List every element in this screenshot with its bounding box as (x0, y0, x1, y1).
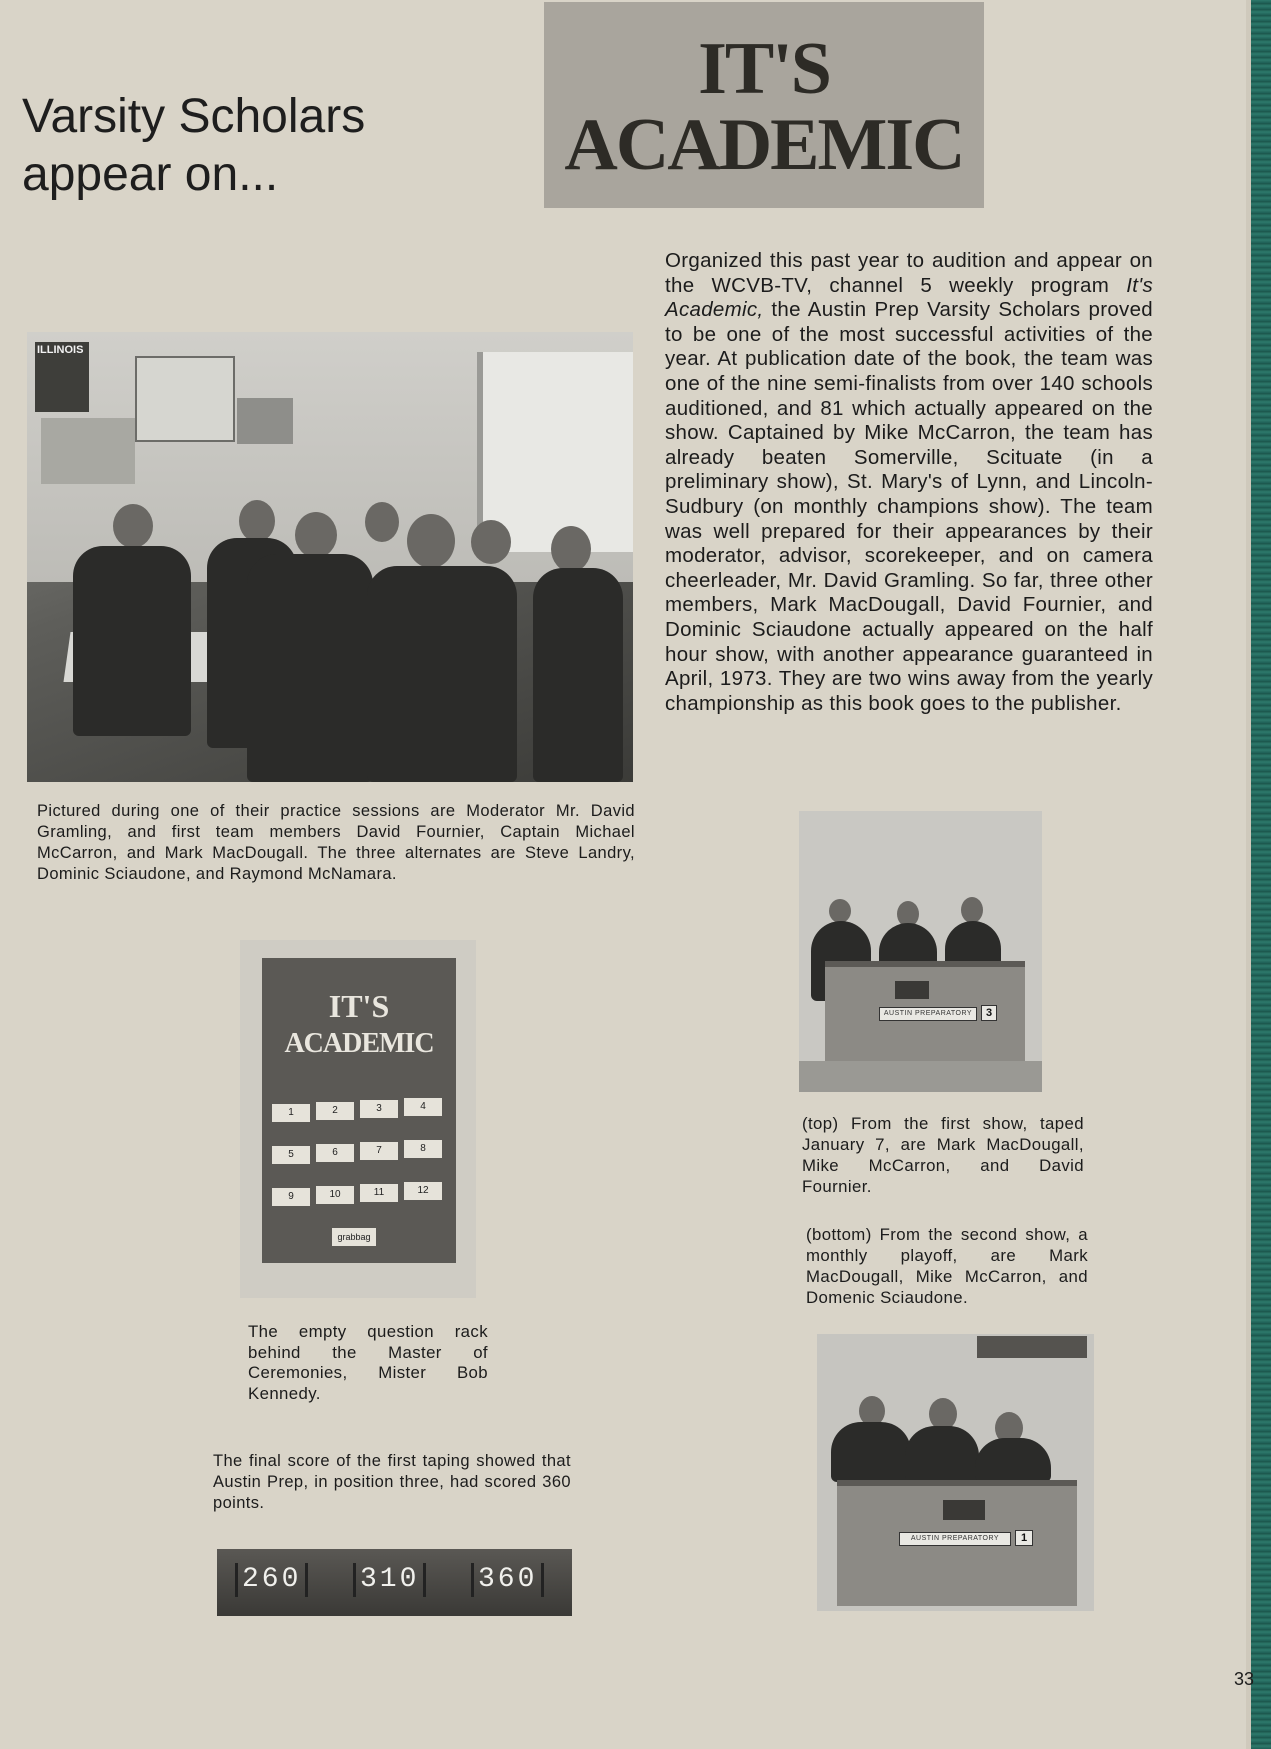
poster-label: ILLINOIS (37, 344, 84, 356)
rack-cell: 1 (272, 1104, 310, 1122)
score-display (895, 981, 929, 999)
us-map-poster (135, 356, 235, 442)
person-head (471, 520, 511, 564)
rack-cell: 3 (360, 1100, 398, 1118)
person (831, 1422, 911, 1482)
logo-line-1: IT'S (698, 28, 830, 110)
team-nameplate: AUSTIN PREPARATORY (899, 1532, 1011, 1546)
position-number: 3 (981, 1005, 997, 1021)
person (905, 1426, 979, 1482)
rack-cell: 12 (404, 1182, 442, 1200)
score-caption: The final score of the first taping showed that Austin Prep, in position three, had scored 360 points. (213, 1452, 571, 1512)
logo-line-2: ACADEMIC (564, 104, 964, 186)
its-academic-logo (544, 2, 984, 208)
person (533, 568, 623, 782)
rack-photo-caption: The empty question rack behind the Master of Ceremonies, Mister Bob Kennedy. (248, 1322, 488, 1403)
person-head (365, 502, 399, 542)
rack-cell: 2 (316, 1102, 354, 1120)
page-title (22, 88, 462, 204)
person (73, 546, 191, 736)
score-position-3: 360 (471, 1563, 544, 1597)
contestant-podium (825, 961, 1025, 1067)
map-poster-small (237, 398, 293, 444)
program-name: It's Academic, (665, 273, 1153, 322)
backdrop-lettering (977, 1336, 1087, 1358)
wall-poster (41, 418, 135, 484)
person-head (295, 512, 337, 558)
bottom-photo-caption: (bottom) From the second show, a monthly playoff, are Mark MacDougall, Mike McCarron, and Domenic Sciaudone. (806, 1225, 1088, 1307)
score-display (943, 1500, 985, 1520)
rack-cell: 10 (316, 1186, 354, 1204)
person-head (551, 526, 591, 572)
person-head (961, 897, 983, 923)
rack-logo-line-1: IT'S (328, 988, 390, 1024)
rack-cell: 7 (360, 1142, 398, 1160)
body-text-1: Organized this past year to audition and appear on the WCVB-TV, channel 5 weekly program (665, 249, 1153, 297)
title-line-1: Varsity Scholars (22, 90, 366, 143)
second-show-photo (817, 1334, 1094, 1611)
position-number: 1 (1015, 1530, 1033, 1546)
team-nameplate: AUSTIN PREPARATORY (879, 1007, 977, 1021)
score-position-1: 260 (235, 1563, 308, 1597)
person-head (113, 504, 153, 548)
rack-cell: 4 (404, 1098, 442, 1116)
question-rack-board (262, 958, 456, 1263)
rack-cell: 6 (316, 1144, 354, 1162)
rack-logo-line-2: ACADEMIC (284, 1028, 434, 1059)
person (367, 566, 517, 782)
contestant-podium (837, 1480, 1077, 1606)
rack-cell: 11 (360, 1184, 398, 1202)
first-show-photo (799, 811, 1042, 1092)
person-head (239, 500, 275, 542)
rack-cell: 8 (404, 1140, 442, 1158)
score-position-2: 310 (353, 1563, 426, 1597)
top-photo-caption: (top) From the first show, taped January 7, are Mark MacDougall, Mike McCarron, and David Fournier. (802, 1114, 1084, 1196)
person (975, 1438, 1051, 1482)
binding-edge (1251, 0, 1271, 1749)
scoreboard-photo (217, 1549, 572, 1616)
main-photo-caption: Pictured during one of their practice sessions are Moderator Mr. David Gramling, and first team members David Fournier, Captain Michael McCarron, and Mark MacDougall. The three alternates are Steve Landry, Dominic Sciaudone, and Raymond McNamara. (37, 802, 635, 883)
team-practice-photo (27, 332, 633, 782)
studio-floor (799, 1061, 1042, 1092)
person (247, 554, 373, 782)
person-head (407, 514, 455, 568)
grabbag-card: grabbag (332, 1228, 376, 1246)
title-line-2: appear on... (22, 148, 279, 201)
person-head (829, 899, 851, 923)
question-rack-photo (240, 940, 476, 1298)
rack-cell: 5 (272, 1146, 310, 1164)
rack-cell: 9 (272, 1188, 310, 1206)
article-body (665, 249, 1153, 716)
body-text-2: the Austin Prep Varsity Scholars proved to be one of the most successful activities of the year. At publication date of the book, the team was one of the nine semi-finalists from over 140 schools auditioned, and 81 which actually appeared on the show. Captained by Mike McCarron, the team has already beaten Somerville, Scituate (in a preliminary show), St. Mary's of Lynn, and Lincoln-Sudbury (on monthly champions show). The team was well prepared for their appearances by their moderator, advisor, scorekeeper, and on camera cheerleader, Mr. David Gramling. So far, three other members, Mark MacDougall, David Fournier, and Dominic Sciaudone actually appeared on the half hour show, with another appearance guaranteed in April, 1973. They are two wins away from the yearly championship as this book goes to the publisher. (665, 298, 1153, 715)
page-number: 33 (1234, 1669, 1255, 1689)
